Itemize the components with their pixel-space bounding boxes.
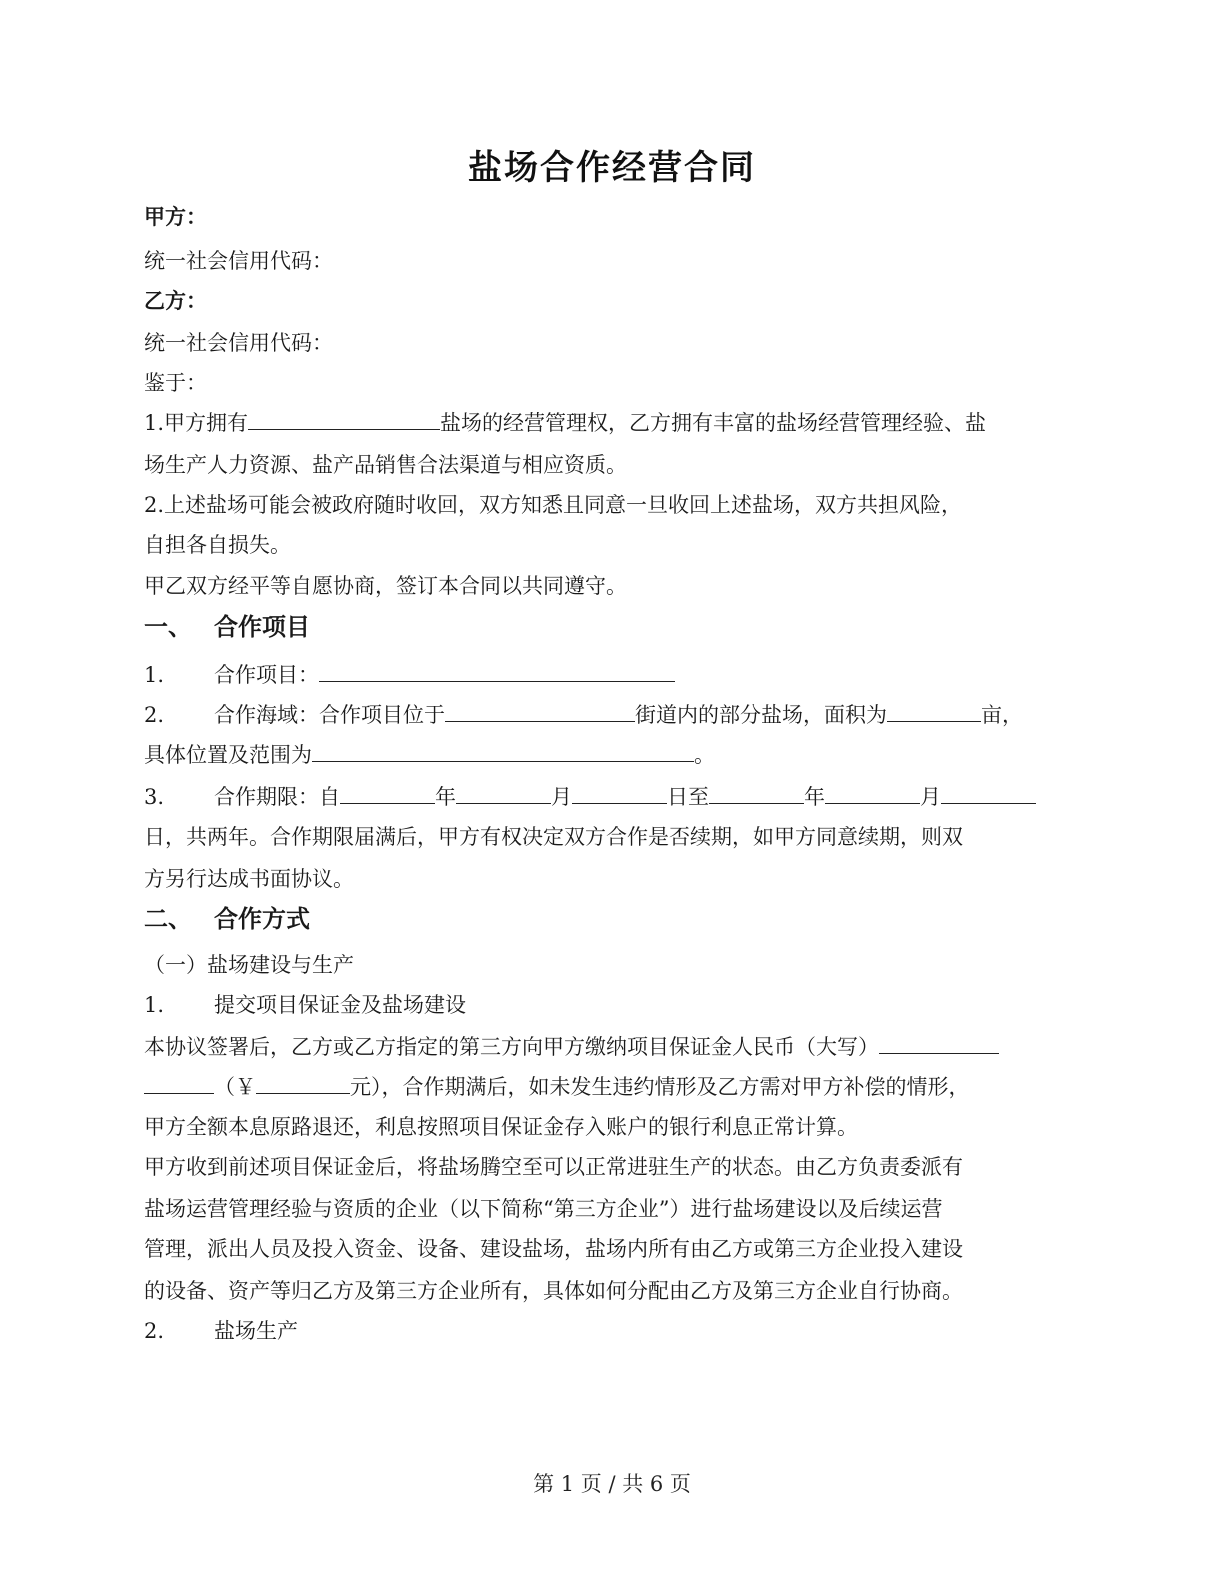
clause-number: 2. xyxy=(144,703,165,727)
clause-text: 街道内的部分盐场，面积为 xyxy=(635,703,887,727)
end-month-blank[interactable] xyxy=(825,783,920,804)
construction-paragraph-line-1: 甲方收到前述项目保证金后，将盐场腾空至可以正常进驻生产的状态。由乙方负责委派有 xyxy=(144,1155,963,1179)
area-blank[interactable] xyxy=(887,701,981,722)
start-month-blank[interactable] xyxy=(456,783,551,804)
recital-1-text-a: 1.甲方拥有 xyxy=(144,411,249,435)
deposit-amount-words-blank-continued[interactable] xyxy=(144,1073,214,1094)
clause-1-2-line-2 xyxy=(144,740,715,770)
year-label: 年 xyxy=(435,785,456,809)
clause-number: 1. xyxy=(144,993,165,1017)
party-b-label: 乙方： xyxy=(144,289,207,313)
clause-2-1 xyxy=(144,990,466,1020)
clause-number: 1. xyxy=(144,663,165,687)
agreement-statement: 甲乙双方经平等自愿协商，签订本合同以共同遵守。 xyxy=(144,574,627,598)
section-1-title: 合作项目 xyxy=(214,613,310,641)
deposit-paragraph-line-2 xyxy=(144,1072,970,1102)
clause-number: 2. xyxy=(144,1319,165,1343)
clause-text: 亩， xyxy=(981,703,1023,727)
construction-paragraph-line-4: 的设备、资产等归乙方及第三方企业所有，具体如何分配由乙方及第三方企业自行协商。 xyxy=(144,1279,963,1303)
project-name-blank[interactable] xyxy=(319,661,675,682)
street-blank[interactable] xyxy=(445,701,635,722)
month-label: 月 xyxy=(551,785,572,809)
clause-text: 。 xyxy=(694,743,715,767)
deposit-paragraph-line-1 xyxy=(144,1032,999,1062)
month-label: 月 xyxy=(920,785,941,809)
clause-text: （￥ xyxy=(214,1075,256,1099)
clause-text: 合作海域：合作项目位于 xyxy=(214,703,445,727)
clause-1-3-line-3: 方另行达成书面协议。 xyxy=(144,867,354,891)
clause-text: 提交项目保证金及盐场建设 xyxy=(214,993,466,1017)
end-year-blank[interactable] xyxy=(709,783,804,804)
clause-text: 具体位置及范围为 xyxy=(144,743,312,767)
section-2-number: 二、 xyxy=(144,905,192,933)
construction-paragraph-line-3: 管理，派出人员及投入资金、设备、建设盐场，盐场内所有由乙方或第三方企业投入建设 xyxy=(144,1237,963,1261)
year-label: 年 xyxy=(804,785,825,809)
start-day-blank[interactable] xyxy=(572,783,667,804)
document-title: 盐场合作经营合同 xyxy=(468,148,756,188)
end-day-blank[interactable] xyxy=(941,783,1036,804)
salt-field-name-blank[interactable] xyxy=(248,409,440,430)
clause-text: 本协议签署后，乙方或乙方指定的第三方向甲方缴纳项目保证金人民币（大写） xyxy=(144,1035,879,1059)
section-1-heading xyxy=(144,612,310,642)
recital-1-line-1 xyxy=(144,408,986,438)
clause-2-2 xyxy=(144,1316,298,1346)
clause-text: 盐场生产 xyxy=(214,1319,298,1343)
recital-2-line-2: 自担各自损失。 xyxy=(144,533,291,557)
page-footer: 第 1 页 / 共 6 页 xyxy=(533,1472,691,1496)
clause-text: 合作期限：自 xyxy=(214,785,340,809)
recital-2-line-1: 2.上述盐场可能会被政府随时收回，双方知悉且同意一旦收回上述盐场，双方共担风险， xyxy=(144,493,963,517)
party-a-credit-code: 统一社会信用代码： xyxy=(144,249,333,273)
clause-1-1 xyxy=(144,660,675,690)
whereas-label: 鉴于： xyxy=(144,371,207,395)
clause-text: 元），合作期满后，如未发生违约情形及乙方需对甲方补偿的情形， xyxy=(350,1075,970,1099)
start-year-blank[interactable] xyxy=(340,783,435,804)
deposit-amount-figures-blank[interactable] xyxy=(256,1073,350,1094)
construction-paragraph-line-2: 盐场运营管理经验与资质的企业（以下简称“第三方企业”）进行盐场建设以及后续运营 xyxy=(144,1197,943,1221)
party-a-label: 甲方： xyxy=(144,205,207,229)
deposit-amount-words-blank[interactable] xyxy=(879,1033,999,1054)
recital-1-text-b: 盐场的经营管理权，乙方拥有丰富的盐场经营管理经验、盐 xyxy=(440,411,987,435)
clause-1-2-line-1 xyxy=(144,700,1023,730)
clause-1-3-line-1 xyxy=(144,782,1036,812)
clause-number: 3. xyxy=(144,785,165,809)
subsection-1-heading: （一）盐场建设与生产 xyxy=(144,953,354,977)
deposit-paragraph-line-3: 甲方全额本息原路退还，利息按照项目保证金存入账户的银行利息正常计算。 xyxy=(144,1115,858,1139)
clause-text: 合作项目： xyxy=(214,663,319,687)
clause-1-3-line-2: 日，共两年。合作期限届满后，甲方有权决定双方合作是否续期，如甲方同意续期，则双 xyxy=(144,825,963,849)
section-2-title: 合作方式 xyxy=(214,905,310,933)
section-1-number: 一、 xyxy=(144,613,192,641)
location-scope-blank[interactable] xyxy=(312,741,694,762)
day-to-label: 日至 xyxy=(667,785,709,809)
recital-1-line-2: 场生产人力资源、盐产品销售合法渠道与相应资质。 xyxy=(144,453,627,477)
party-b-credit-code: 统一社会信用代码： xyxy=(144,331,333,355)
section-2-heading xyxy=(144,904,310,934)
